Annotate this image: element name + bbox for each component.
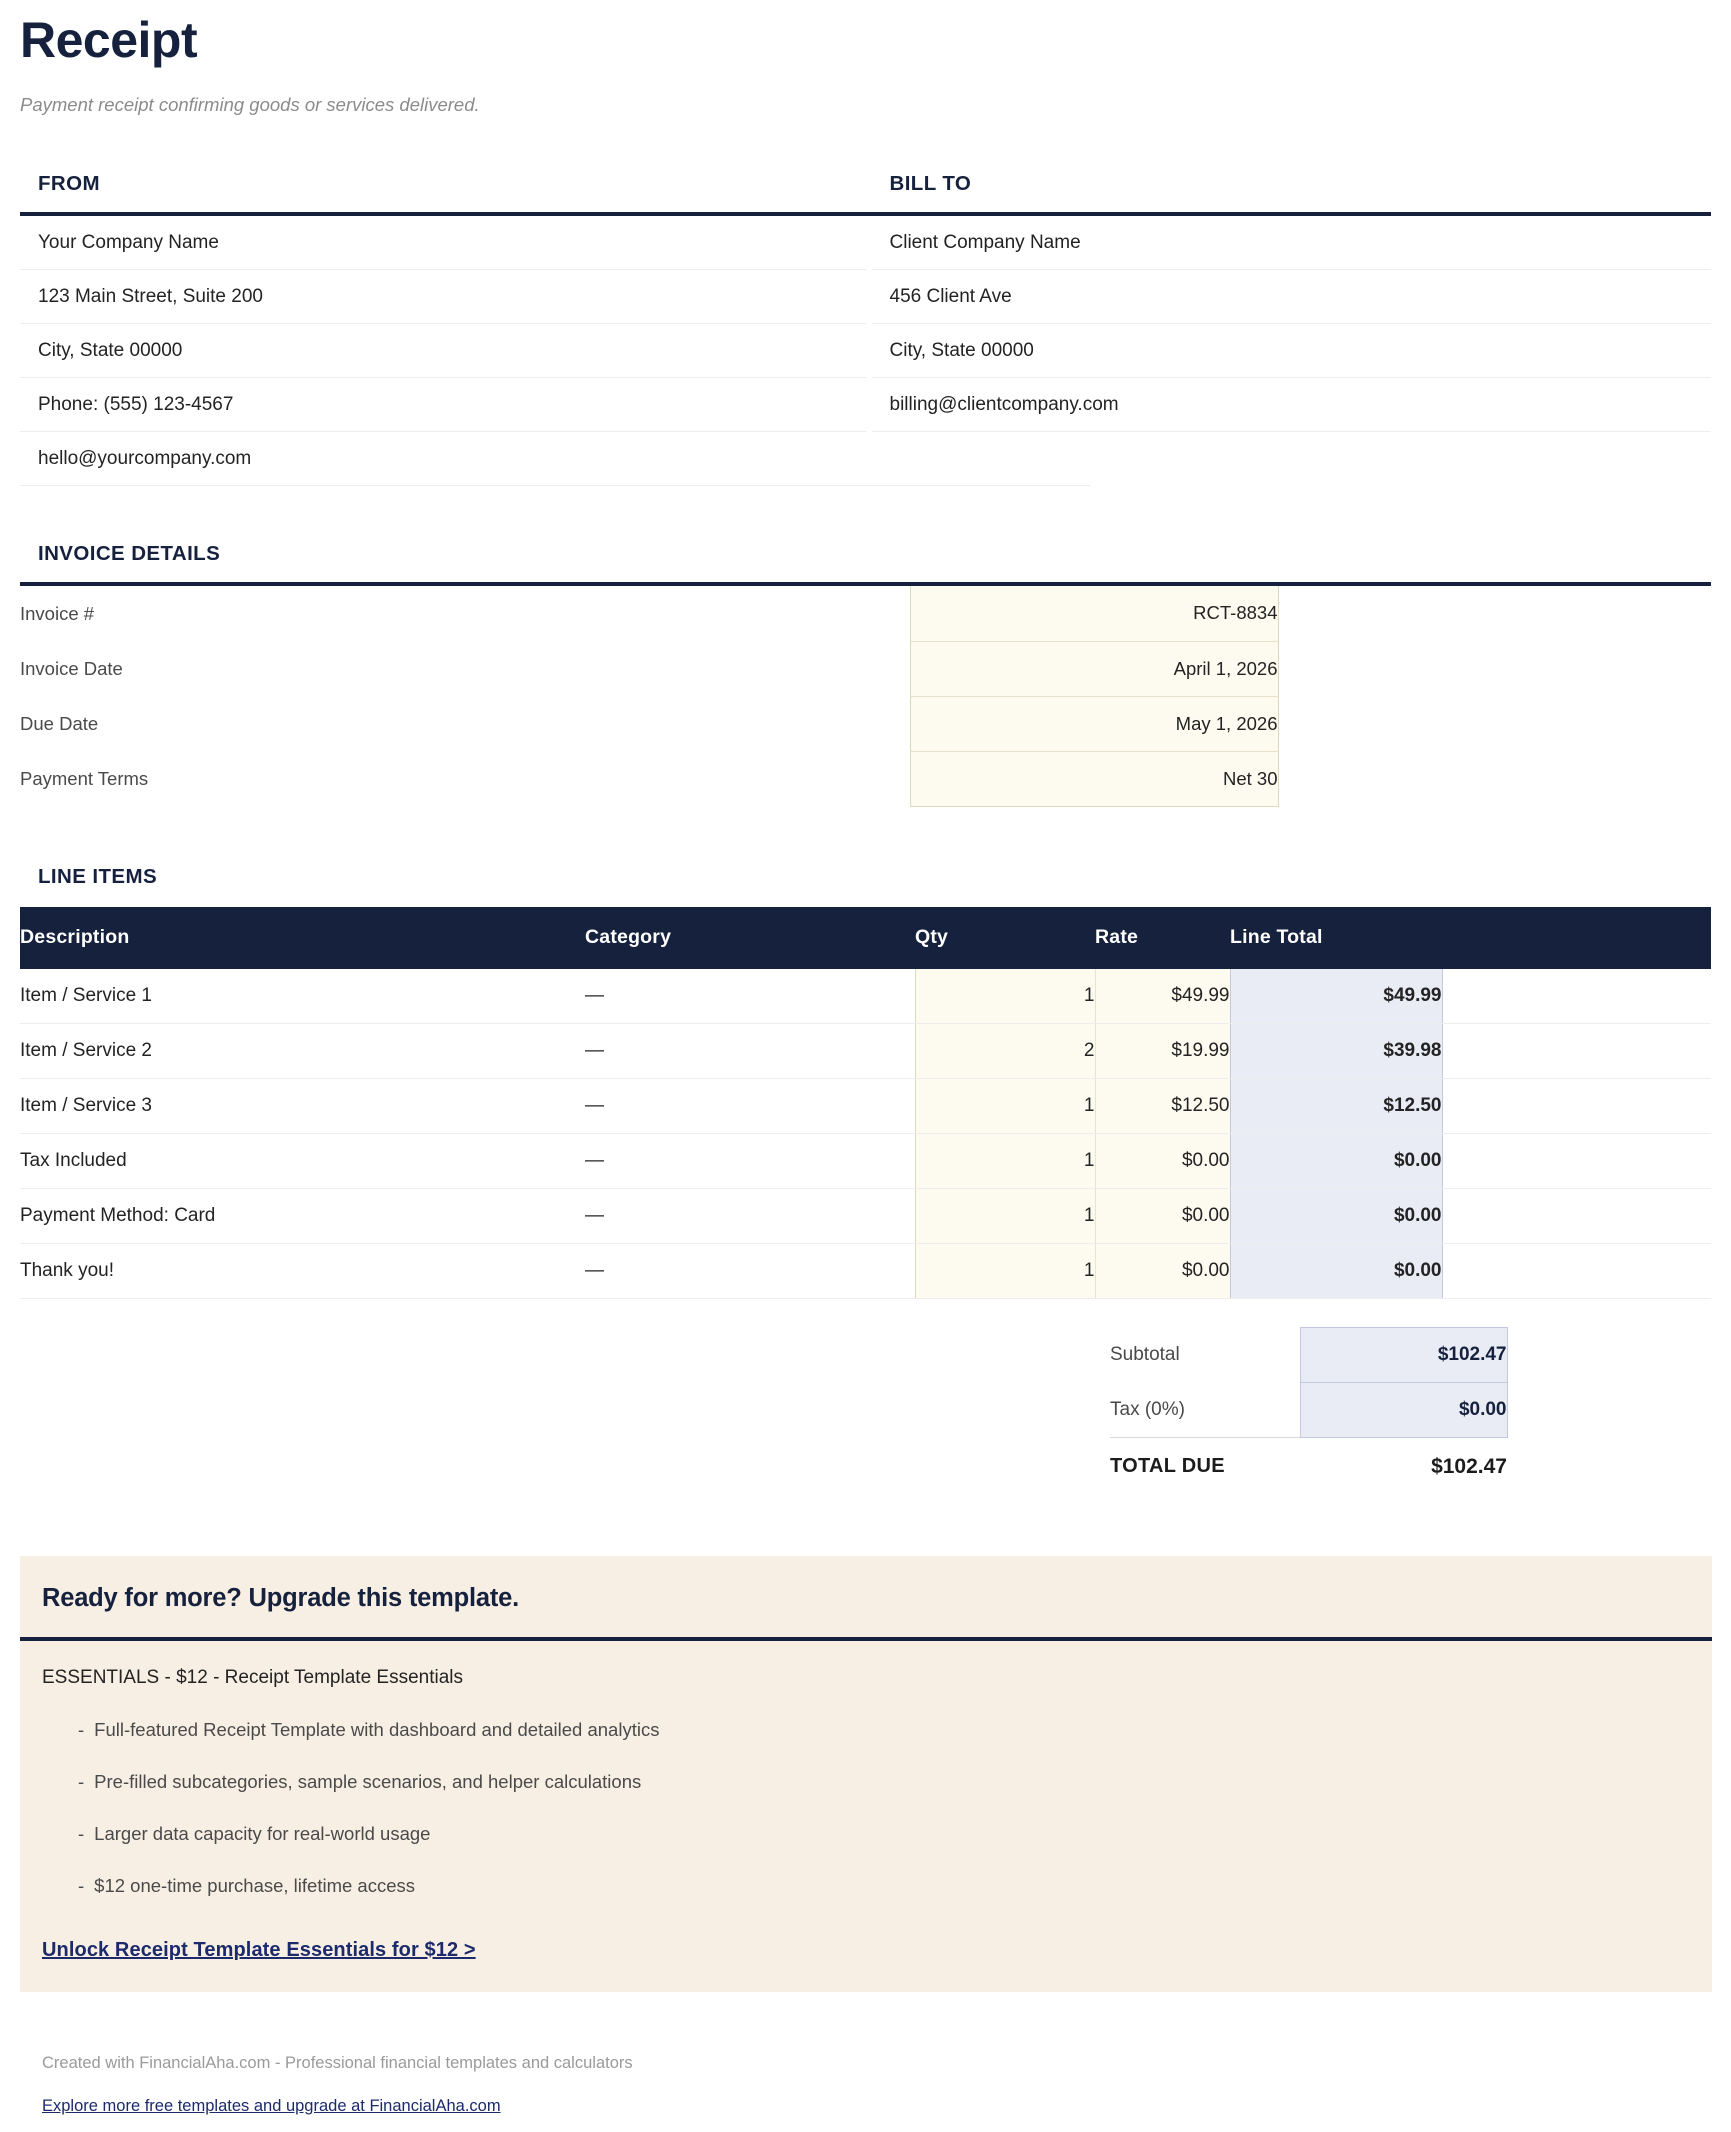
item-category: —	[585, 1079, 915, 1134]
item-qty[interactable]: 1	[915, 1134, 1095, 1189]
item-spacer	[1442, 1134, 1711, 1189]
from-heading-col	[20, 172, 866, 196]
page-title: Receipt	[20, 12, 198, 68]
bill-to-line: Client Company Name	[872, 216, 1712, 270]
item-line-total: $39.98	[1230, 1024, 1442, 1079]
subtotal-row	[1110, 1328, 1507, 1383]
detail-spacer	[1278, 641, 1711, 696]
bullet-text: $12 one-time purchase, lifetime access	[94, 1874, 415, 1896]
detail-label: Due Date	[20, 712, 99, 734]
column-header-spacer	[1442, 907, 1711, 969]
detail-spacer	[1278, 586, 1711, 641]
tax-label: Tax (0%)	[1110, 1398, 1185, 1420]
item-category: —	[585, 1244, 915, 1299]
table-header-row	[20, 907, 1711, 969]
column-header-line-total: Line Total	[1230, 907, 1442, 969]
receipt-document	[20, 0, 1711, 2132]
line-items-section	[20, 865, 1711, 1300]
item-rate[interactable]: $0.00	[1095, 1134, 1230, 1189]
line-items-table	[20, 907, 1711, 1300]
item-description: Thank you!	[20, 1244, 585, 1299]
upgrade-promo-panel	[20, 1556, 1712, 1992]
unlock-essentials-link[interactable]: Unlock Receipt Template Essentials for $12 >	[42, 1938, 476, 1961]
from-line: City, State 00000	[20, 324, 866, 378]
item-category: —	[585, 1024, 915, 1079]
bullet-dash-icon: -	[78, 1718, 85, 1740]
table-row	[20, 1079, 1711, 1134]
item-description: Payment Method: Card	[20, 1189, 585, 1244]
promo-title: Ready for more? Upgrade this template.	[42, 1583, 519, 1612]
tax-row	[1110, 1383, 1507, 1438]
promo-lead: ESSENTIALS - $12 - Receipt Template Essentials	[42, 1666, 464, 1688]
table-row	[20, 1024, 1711, 1079]
bill-to-line: 456 Client Ave	[872, 270, 1712, 324]
item-description: Item / Service 1	[20, 969, 585, 1024]
item-rate[interactable]: $0.00	[1095, 1189, 1230, 1244]
list-item	[42, 1719, 1712, 1741]
detail-value[interactable]: April 1, 2026	[910, 641, 1278, 696]
item-rate[interactable]: $49.99	[1095, 969, 1230, 1024]
from-line: hello@yourcompany.com	[20, 432, 1090, 486]
total-due-label: TOTAL DUE	[1110, 1438, 1300, 1496]
table-row	[20, 586, 1711, 641]
line-items-heading: LINE ITEMS	[38, 864, 158, 888]
subtotal-label: Subtotal	[1110, 1344, 1180, 1365]
item-rate[interactable]: $19.99	[1095, 1024, 1230, 1079]
bill-to-line: billing@clientcompany.com	[872, 378, 1712, 432]
item-qty[interactable]: 1	[915, 969, 1095, 1024]
detail-value[interactable]: Net 30	[910, 751, 1278, 806]
from-line: 123 Main Street, Suite 200	[20, 270, 866, 324]
table-row	[20, 969, 1711, 1024]
bill-to-heading-col	[866, 172, 1712, 196]
detail-label: Payment Terms	[20, 767, 149, 789]
item-category: —	[585, 969, 915, 1024]
promo-body	[20, 1641, 1712, 1992]
detail-spacer	[1278, 696, 1711, 751]
bill-to-line: City, State 00000	[872, 324, 1712, 378]
explore-templates-link[interactable]: Explore more free templates and upgrade at FinancialAha.com	[42, 2096, 501, 2115]
bullet-dash-icon: -	[78, 1770, 85, 1792]
column-header-rate: Rate	[1095, 907, 1230, 969]
item-spacer	[1442, 1244, 1711, 1299]
tax-value: $0.00	[1300, 1383, 1507, 1438]
bullet-text: Full-featured Receipt Template with dashboard and detailed analytics	[94, 1718, 660, 1740]
item-line-total: $0.00	[1230, 1244, 1442, 1299]
item-description: Item / Service 2	[20, 1024, 585, 1079]
bill-to-line-empty	[872, 432, 1712, 486]
total-due-row	[1110, 1438, 1507, 1496]
item-line-total: $49.99	[1230, 969, 1442, 1024]
from-line: Phone: (555) 123-4567	[20, 378, 866, 432]
item-spacer	[1442, 969, 1711, 1024]
list-item	[42, 1823, 1712, 1845]
from-block	[20, 216, 866, 486]
table-row	[20, 1189, 1711, 1244]
parties-headings	[20, 172, 1711, 196]
item-line-total: $0.00	[1230, 1189, 1442, 1244]
table-row	[20, 751, 1711, 806]
bullet-text: Larger data capacity for real-world usage	[94, 1822, 431, 1844]
footer-credit: Created with FinancialAha.com - Professional financial templates and calculators	[42, 2053, 633, 2072]
item-qty[interactable]: 1	[915, 1079, 1095, 1134]
item-qty[interactable]: 1	[915, 1244, 1095, 1299]
total-due-value: $102.47	[1300, 1438, 1507, 1496]
item-spacer	[1442, 1189, 1711, 1244]
item-spacer	[1442, 1079, 1711, 1134]
list-item	[42, 1875, 1712, 1897]
table-row	[20, 696, 1711, 751]
table-row	[20, 1134, 1711, 1189]
bullet-text: Pre-filled subcategories, sample scenarios, and helper calculations	[94, 1770, 642, 1792]
column-header-category: Category	[585, 907, 915, 969]
detail-value[interactable]: RCT-8834	[910, 586, 1278, 641]
item-category: —	[585, 1189, 915, 1244]
table-row	[20, 1244, 1711, 1299]
bill-to-heading: BILL TO	[889, 172, 972, 195]
item-qty[interactable]: 1	[915, 1189, 1095, 1244]
from-line: Your Company Name	[20, 216, 866, 270]
item-qty[interactable]: 2	[915, 1024, 1095, 1079]
parties-body	[20, 216, 1711, 486]
totals-table	[1110, 1327, 1508, 1496]
from-heading: FROM	[38, 172, 100, 195]
list-item	[42, 1771, 1712, 1793]
table-row	[20, 641, 1711, 696]
bullet-dash-icon: -	[78, 1822, 85, 1844]
detail-spacer	[1278, 751, 1711, 806]
bill-to-block	[866, 216, 1712, 486]
page-subtitle: Payment receipt confirming goods or services delivered.	[20, 94, 480, 115]
item-line-total: $0.00	[1230, 1134, 1442, 1189]
subtotal-value: $102.47	[1300, 1328, 1507, 1383]
footer	[20, 1992, 1711, 2132]
invoice-details-heading: INVOICE DETAILS	[38, 542, 221, 565]
item-description: Item / Service 3	[20, 1079, 585, 1134]
column-header-description: Description	[20, 907, 585, 969]
item-rate[interactable]: $0.00	[1095, 1244, 1230, 1299]
item-rate[interactable]: $12.50	[1095, 1079, 1230, 1134]
item-description: Tax Included	[20, 1134, 585, 1189]
bullet-dash-icon: -	[78, 1874, 85, 1896]
invoice-details-table	[20, 586, 1711, 807]
column-header-qty: Qty	[915, 907, 1095, 969]
detail-label: Invoice #	[20, 602, 95, 624]
item-spacer	[1442, 1024, 1711, 1079]
detail-value[interactable]: May 1, 2026	[910, 696, 1278, 751]
invoice-details-section	[20, 542, 1711, 807]
item-line-total: $12.50	[1230, 1079, 1442, 1134]
item-category: —	[585, 1134, 915, 1189]
detail-label: Invoice Date	[20, 657, 123, 679]
